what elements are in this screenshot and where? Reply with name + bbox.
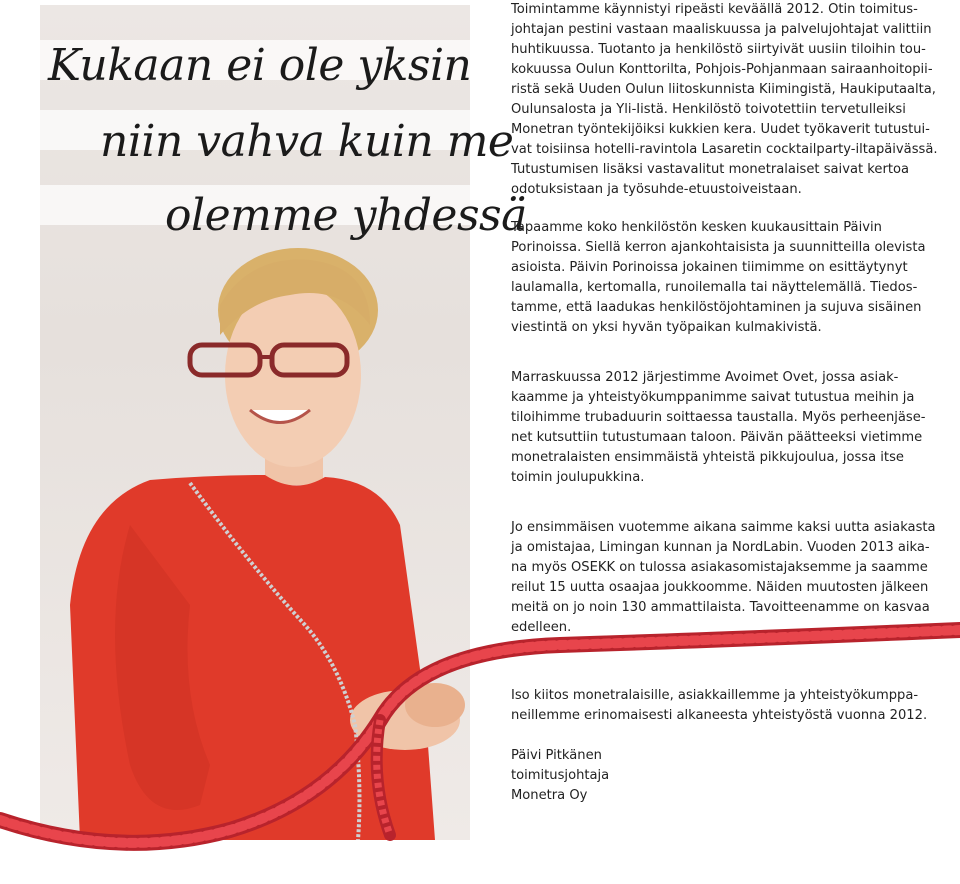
paragraph-2: Tapaamme koko henkilöstön kesken kuukausittain Päivin Porinoissa. Siellä kerron ajankohtaisista ja suunnitteilla olevista asioista. Päivin Porinoissa jokainen tiimimme on esittäytynyt laulamalla, kertomalla, runoilemalla tai näyttelemällä. Tiedos- tamme, että laadukas henkilöstöjohtaminen ja sujuva sisäinen viestintä on yksi hyvän työpaikan kulmakivistä. <box>511 220 926 335</box>
quote-block <box>40 30 527 260</box>
paragraph-3: Marraskuussa 2012 järjestimme Avoimet Ovet, jossa asiak- kaamme ja yhteistyökumppanimme saivat tutustua meihin ja tiloihimme trubaduurin soittaessa taustalla. Myös perheenjäse- net kutsuttiin tutustumaan taloon. Päivän päätteeksi vietimme monetralaisten ensimmäistä yhteistä pikkujoulua, jossa itse toimin joulupukkina. <box>511 370 926 485</box>
paragraph-5: Iso kiitos monetralaisille, asiakkaillemme ja yhteistyökumppa- neillemme erinomaisesti alkaneesta yhteistyöstä vuonna 2012. <box>511 688 928 723</box>
quote-line-3: olemme yhdessä <box>165 190 527 241</box>
signature-title: toimitusjohtaja <box>511 768 610 783</box>
signature <box>511 746 951 806</box>
paragraph-1: Toimintamme käynnistyi ripeästi keväällä 2012. Otin toimitus- johtajan pestini vastaan maaliskuussa ja palvelujohtajat valittiin huhtikuussa. Tuotanto ja henkilöstö siirtyivät uusiin tiloihin tou- kokuussa Oulun Konttorilta, Pohjois-Pohjanmaan sairaanhoitopii- ristä sekä Uuden Oulun liitoskunnista Kiimingistä, Haukiputaalta, Oulunsalosta ja Yli-Iistä. Henkilöstö toivotettiin tervetulleiksi Monetran työntekijöiksi kukkien kera. Uudet työkaverit tutustui- vat toisiinsa hotelli-ravintola Lasaretin cocktailparty-iltapäivässä. Tutustumisen lisäksi vastavalitut monetralaiset saivat kertoa odotuksistaan ja työsuhde-etuustoiveistaan. <box>511 2 938 197</box>
quote-line-2: niin vahva kuin me <box>100 116 514 167</box>
article-text <box>511 0 951 806</box>
quote-line-1: Kukaan ei ole yksin <box>48 40 472 91</box>
signature-company: Monetra Oy <box>511 788 588 803</box>
paragraph-4: Jo ensimmäisen vuotemme aikana saimme kaksi uutta asiakasta ja omistajaa, Limingan kunnan ja NordLabin. Vuoden 2013 aika- na myös OSEKK on tulossa asiakasomistajaksemme ja saamme reilut 15 uutta osaajaa joukkoomme. Näiden muutosten jälkeen meitä on jo noin 130 ammattilaista. Tavoitteenamme on kasvaa edelleen. <box>511 520 936 635</box>
signature-name: Päivi Pitkänen <box>511 748 602 763</box>
